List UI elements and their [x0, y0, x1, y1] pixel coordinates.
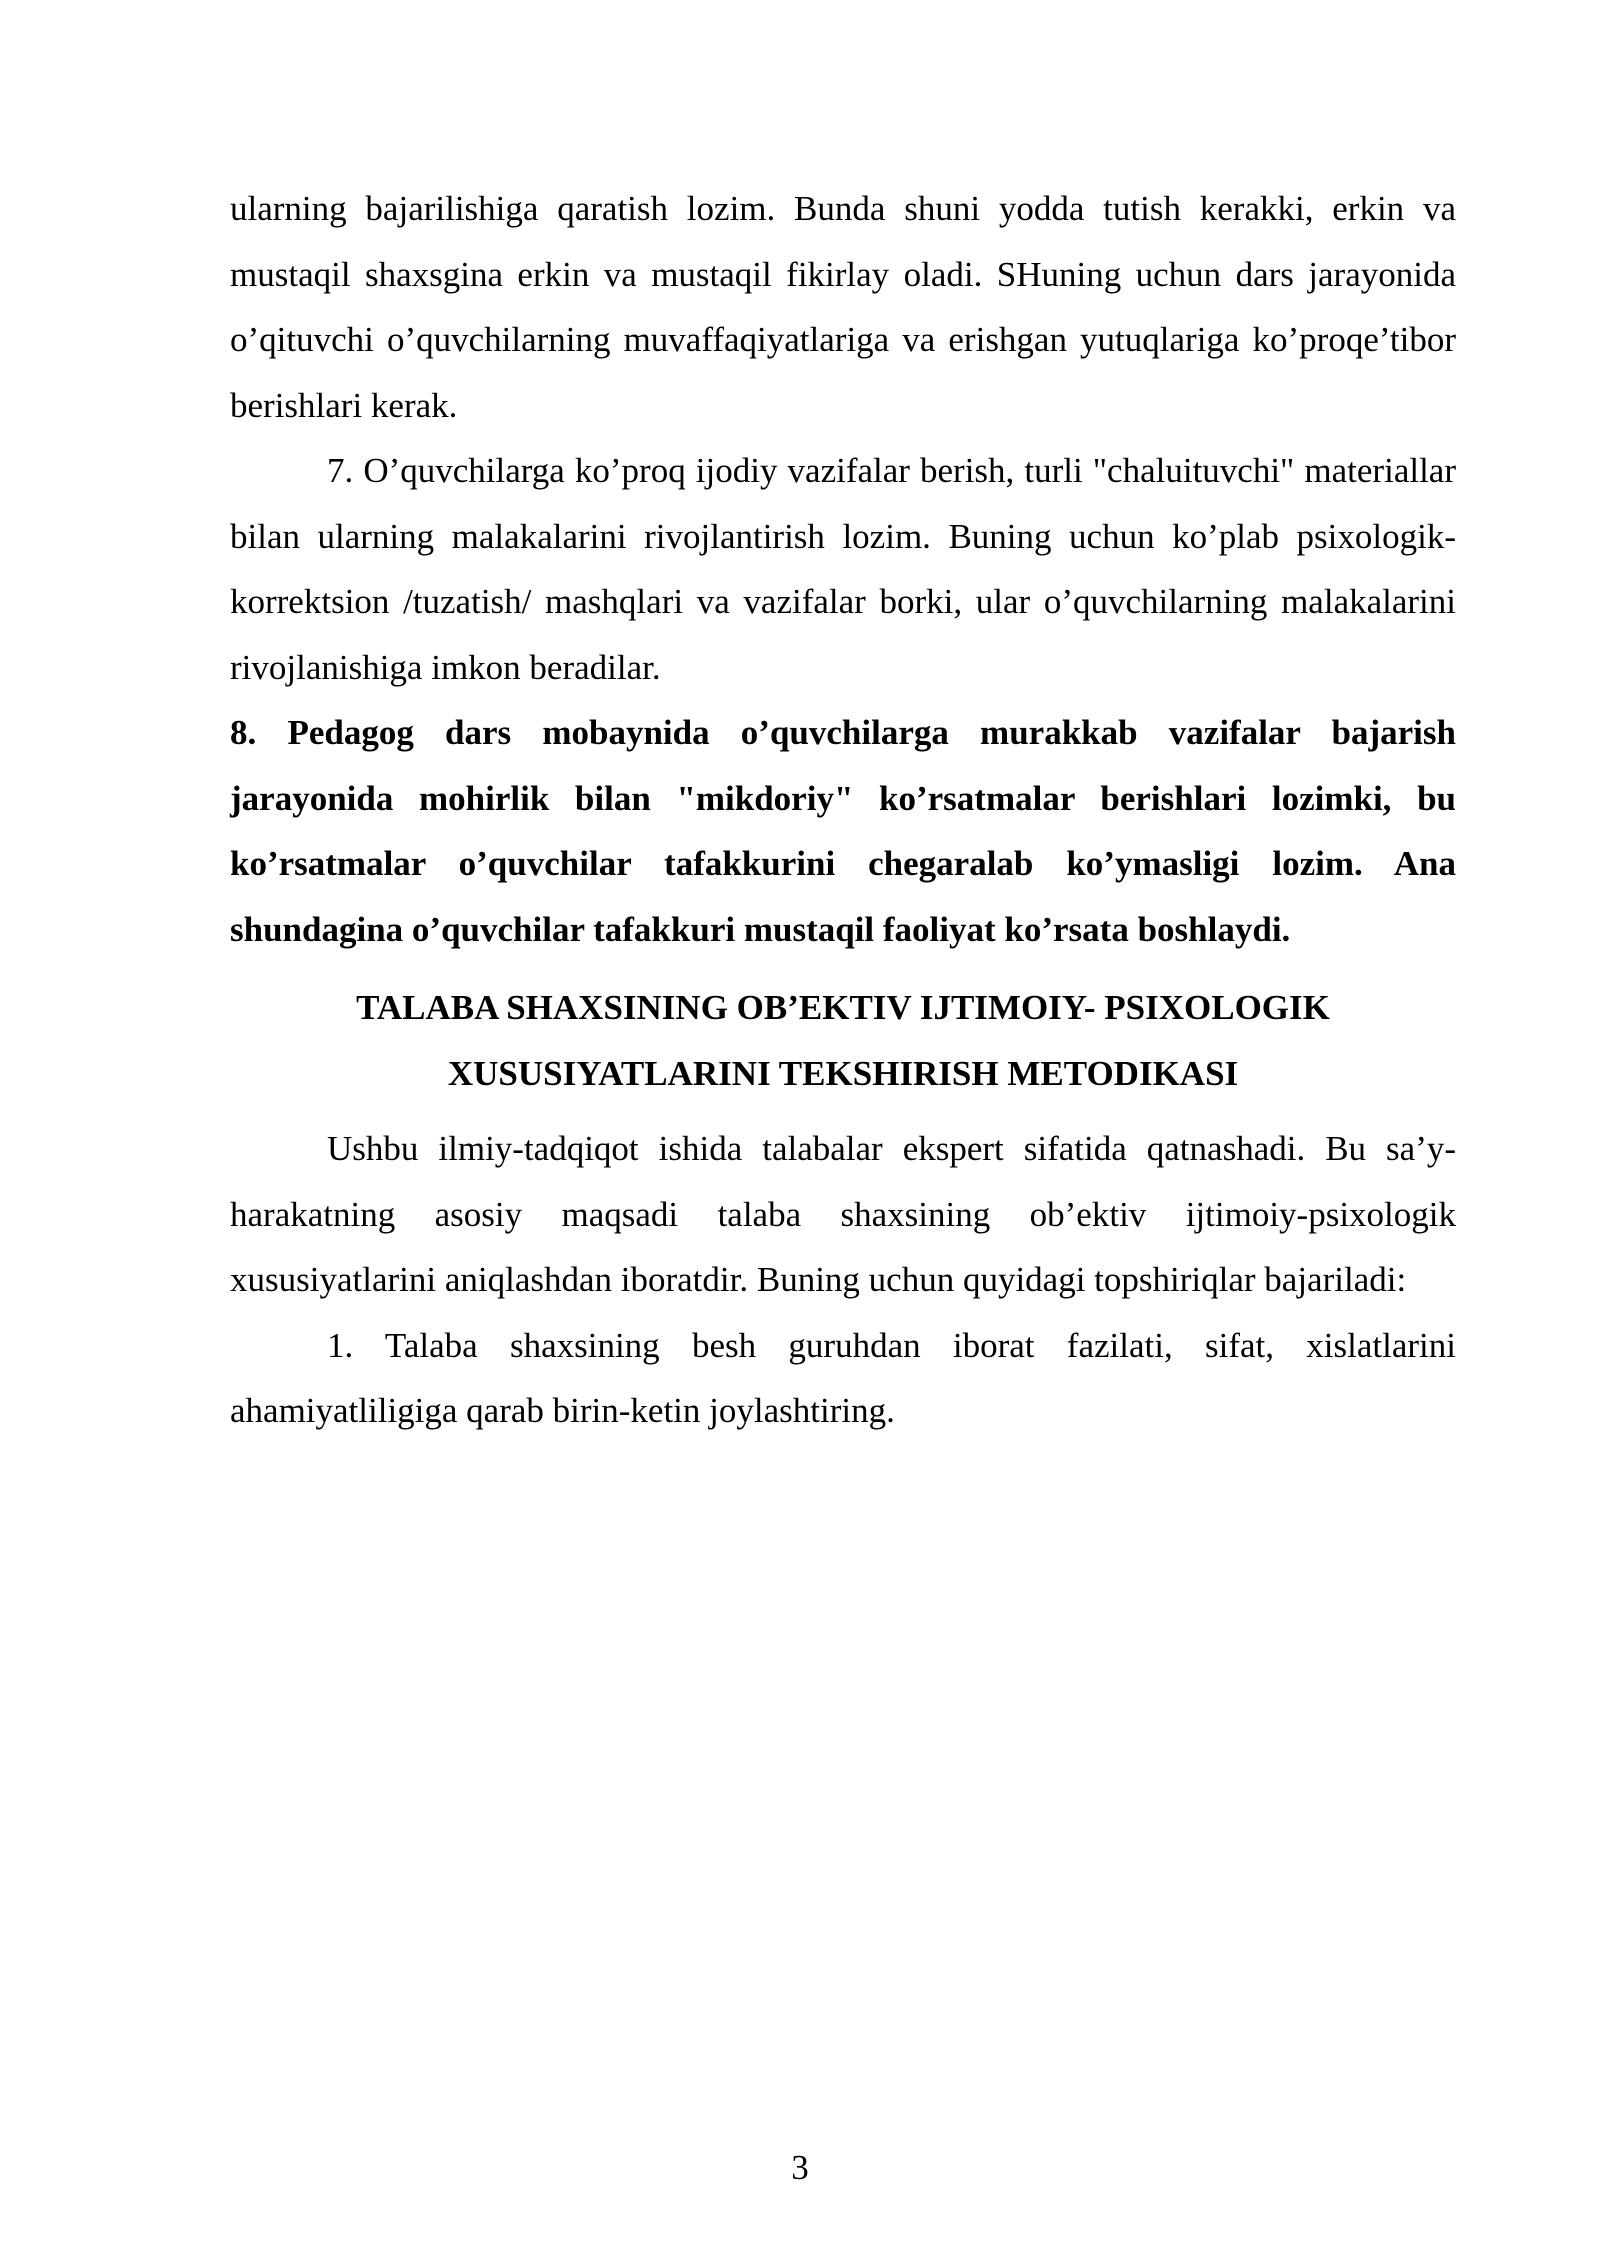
page-number: 3 — [791, 2148, 809, 2187]
section-heading-line-1: TALABA SHAXSINING OB’EKTIV IJTIMOIY- PSIXOLOGIK — [356, 988, 1330, 1027]
paragraph-item-7: 7. O’quvchilarga ko’proq ijodiy vazifalar berish, turli "chaluituvchi" materiallar bilan ularning malakalarini rivojlantirish lozim. Buning uchun ko’plab psixologik-korrektsion /tuzatish/ mashqlari va vazifalar borki, ular o’quvchilarning malakalarini rivojlanishiga imkon beradilar. — [230, 451, 1456, 687]
section-heading-line-2: XUSUSIYATLARINI TEKSHIRISH METODIKASI — [447, 1053, 1239, 1093]
document-page — [230, 176, 1456, 1444]
paragraph-task-1: 1. Talaba shaxsining besh guruhdan iborat fazilati, sifat, xislatlarini ahamiyatliligiga qarab birin-ketin joylashtiring. — [230, 1325, 1456, 1430]
paragraph-continuation: ularning bajarilishiga qaratish lozim. Bunda shuni yodda tutish kerakki, erkin va mustaqil shaxsgina erkin va mustaqil fikirlay oladi. SHuning uchun dars jarayonida o’qituvchi o’quvchilarning muvaffaqiyatlariga va erishgan yutuqlariga ko’proqe’tibor berishlari kerak. — [230, 189, 1456, 425]
paragraph-intro: Ushbu ilmiy-tadqiqot ishida talabalar ekspert sifatida qatnashadi. Bu sa’y-harakatning asosiy maqsadi talaba shaxsining ob’ektiv ijtimoiy-psixologik xususiyatlarini aniqlashdan iboratdir. Buning uchun quyidagi topshiriqlar bajariladi: — [230, 1129, 1456, 1299]
paragraph-item-8: 8. Pedagog dars mobaynida o’quvchilarga murakkab vazifalar bajarish jarayonida mohirlik bilan "mikdoriy" ko’rsatmalar berishlari lozimki, bu ko’rsatmalar o’quvchilar tafakkurini chegaralab ko’ymasligi lozim. Ana shundagina o’quvchilar tafakkuri mustaqil faoliyat ko’rsata boshlaydi. — [230, 713, 1456, 949]
section-heading — [230, 975, 1456, 1106]
